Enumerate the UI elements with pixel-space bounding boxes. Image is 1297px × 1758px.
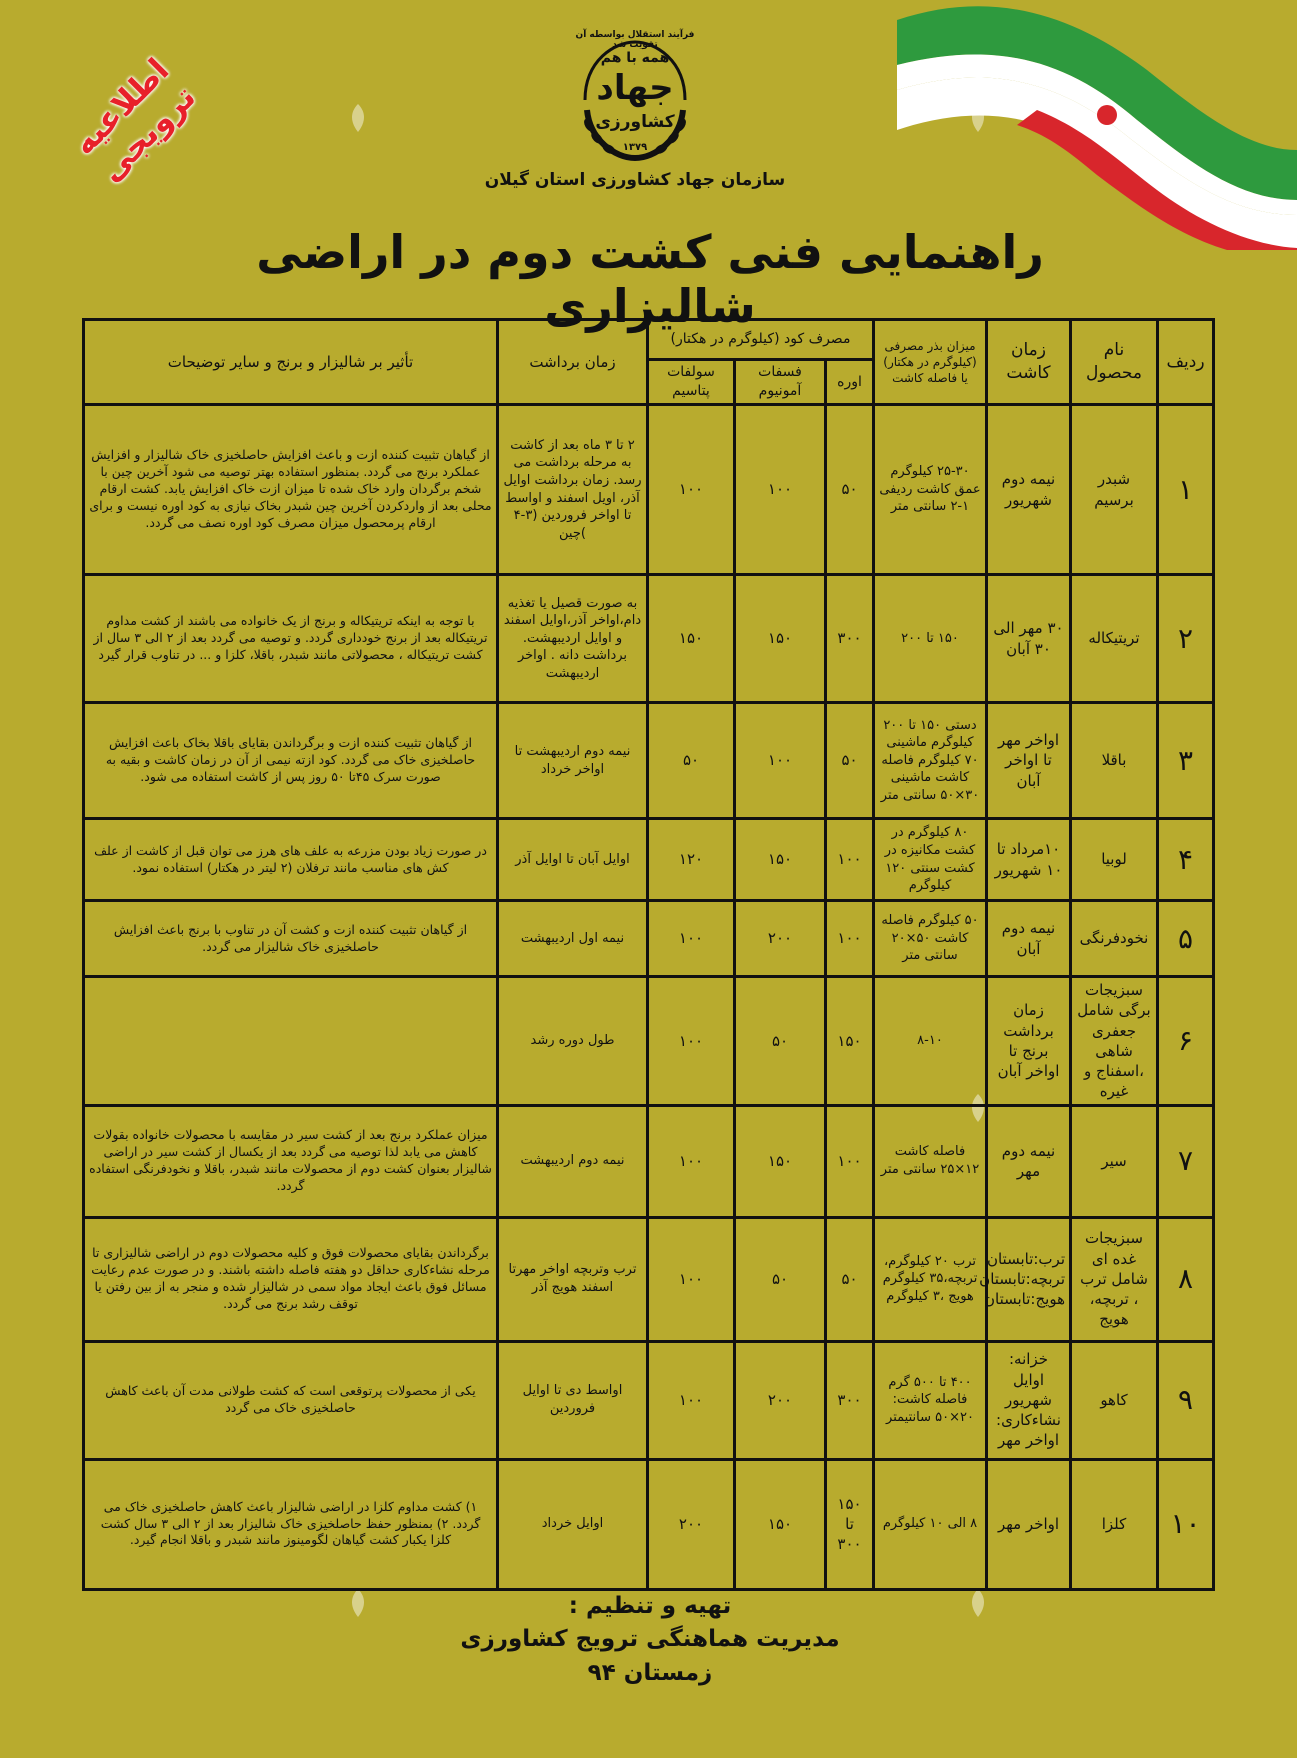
page-title: راهنمایی فنی کشت دوم در اراضی شالیزاری <box>256 225 1044 333</box>
header-crop: نام محصول <box>1071 320 1158 405</box>
effect-description: با توجه به اینکه تریتیکاله و برنج از یک خانواده می باشند از کشت مداوم تریتیکاله بعد از برنج خودداری گردد. و توصیه می گردد بعد از ۲ الی ۳ سال از کشت تریتیکاله ، محصولاتی مانند شبدر، باقلا، کلزا و ... در تناوب قرار گیرد <box>84 575 498 703</box>
row-number: ۱ <box>1158 405 1214 575</box>
table-row <box>84 819 1214 901</box>
crop-name: نخودفرنگی <box>1071 901 1158 977</box>
table-row <box>84 977 1214 1106</box>
plant-time: اواخر مهر تا اواخر آبان <box>987 703 1071 819</box>
seed-amount: ۸-۱۰ <box>874 977 987 1106</box>
header-fertilizer: مصرف کود (کیلوگرم در هکتار) <box>648 320 874 360</box>
potassium-amount: ۱۰۰ <box>648 1341 735 1459</box>
urea-amount: ۱۵۰ تا ۳۰۰ <box>826 1459 874 1589</box>
phosphate-amount: ۵۰ <box>735 977 826 1106</box>
promo-badge <box>10 0 240 240</box>
seed-amount: دستی ۱۵۰ تا ۲۰۰ کیلوگرم ماشینی ۷۰ کیلوگرم فاصله کاشت ماشینی ۳۰×۵۰ سانتی متر <box>874 703 987 819</box>
urea-amount: ۵۰ <box>826 1217 874 1341</box>
row-number: ۱۰ <box>1158 1459 1214 1589</box>
table-row <box>84 1341 1214 1459</box>
seed-amount: ۲۵-۳۰ کیلوگرم عمق کاشت ردیفی ۱-۲ سانتی متر <box>874 405 987 575</box>
footer <box>380 1590 920 1690</box>
guide-table <box>82 318 1215 1591</box>
row-number: ۲ <box>1158 575 1214 703</box>
urea-amount: ۳۰۰ <box>826 1341 874 1459</box>
header-phosphate: فسفات آمونیوم <box>735 360 826 405</box>
harvest-time: طول دوره رشد <box>498 977 648 1106</box>
row-number: ۴ <box>1158 819 1214 901</box>
plant-time: نیمه دوم مهر <box>987 1105 1071 1217</box>
crop-name: لوبیا <box>1071 819 1158 901</box>
effect-description: از گیاهان تثبیت کننده ازت و باعث افزایش حاصلخیزی خاک شالیزار و افزایش عملکرد برنج می گردد. بمنظور استفاده بهتر توصیه می شود آخرین چین با شخم برگردان وارد خاک شده تا میزان ازت خاک افزایش یابد. کشت ارقام محلی بعد از واردکردن آخرین چین شبدر بخاک نیازی به کود اوره نیست و برای ارقام پرمحصول میزان مصرف کود اوره نصف می گردد. <box>84 405 498 575</box>
effect-description <box>84 977 498 1106</box>
crop-name: باقلا <box>1071 703 1158 819</box>
potassium-amount: ۱۰۰ <box>648 977 735 1106</box>
header-plant-time: زمان کاشت <box>987 320 1071 405</box>
footer-department: مدیریت هماهنگی ترویج کشاورزی <box>460 1626 840 1653</box>
seed-amount: فاصله کاشت ۱۲×۲۵ سانتی متر <box>874 1105 987 1217</box>
harvest-time: نیمه دوم اردیبهشت <box>498 1105 648 1217</box>
effect-description: یکی از محصولات پرتوقعی است که کشت طولانی مدت آن باعث کاهش حاصلخیزی خاک می گردد <box>84 1341 498 1459</box>
harvest-time: ۲ تا ۳ ماه بعد از کاشت به مرحله برداشت می رسد. زمان برداشت اوایل آذر، اویل اسفند و اواسط تا اواخر فروردین (۳-۴ )چین <box>498 405 648 575</box>
effect-description: از گیاهان تثبیت کننده ازت و برگرداندن بقایای باقلا بخاک باعث افزایش حاصلخیزی خاک می گردد. کود ازته نیمی از آن در زمان کاشت و بقیه به صورت سرک ۴۵تا ۵۰ روز پس از کاشت استفاده می شود. <box>84 703 498 819</box>
urea-amount: ۵۰ <box>826 703 874 819</box>
plant-time: نیمه دوم شهریور <box>987 405 1071 575</box>
plant-time: خزانه: اوایل شهریور نشاءکاری: اواخر مهر <box>987 1341 1071 1459</box>
crop-name: سبزیجات غده ای شامل ترب ، تربچه، هویج <box>1071 1217 1158 1341</box>
table-row <box>84 1459 1214 1589</box>
header-potassium: سولفات پتاسیم <box>648 360 735 405</box>
plant-time: نیمه دوم آبان <box>987 901 1071 977</box>
effect-description: میزان عملکرد برنج بعد از کشت سیر در مقایسه با محصولات خانواده بقولات کاهش می یابد لذا توصیه می گردد بعد از یکسال از کشت سیر در اراضی شالیزار بعنوان کشت دوم از محصولات مانند شبدر، باقلا و نخودفرنگی استفاده گردد. <box>84 1105 498 1217</box>
table-row <box>84 575 1214 703</box>
footer-date: زمستان ۹۴ <box>587 1659 713 1686</box>
harvest-time: نیمه اول اردیبهشت <box>498 901 648 977</box>
row-number: ۳ <box>1158 703 1214 819</box>
urea-amount: ۱۰۰ <box>826 1105 874 1217</box>
row-number: ۵ <box>1158 901 1214 977</box>
urea-amount: ۱۰۰ <box>826 901 874 977</box>
phosphate-amount: ۱۵۰ <box>735 1459 826 1589</box>
table-row <box>84 1217 1214 1341</box>
effect-description: ۱) کشت مداوم کلزا در اراضی شالیزار باعث کاهش حاصلخیزی خاک می گردد. ۲) بمنظور حفظ حاصلخیزی خاک شالیزار بعد از ۲ الی ۳ سال کشت کلزا یکبار کشت گیاهان لگومینوز مانند شبدر و باقلا انجام گیرد. <box>84 1459 498 1589</box>
crop-name: سیر <box>1071 1105 1158 1217</box>
iran-flag-icon <box>897 0 1297 250</box>
seed-amount: ۵۰ کیلوگرم فاصله کاشت ۵۰×۲۰ سانتی متر <box>874 901 987 977</box>
row-number: ۸ <box>1158 1217 1214 1341</box>
header-harvest: زمان برداشت <box>498 320 648 405</box>
potassium-amount: ۱۰۰ <box>648 405 735 575</box>
plant-time: زمان برداشت برنج تا اواخر آبان <box>987 977 1071 1106</box>
phosphate-amount: ۲۰۰ <box>735 901 826 977</box>
phosphate-amount: ۱۵۰ <box>735 1105 826 1217</box>
crop-name: کلزا <box>1071 1459 1158 1589</box>
urea-amount: ۳۰۰ <box>826 575 874 703</box>
phosphate-amount: ۱۰۰ <box>735 405 826 575</box>
logo-arc-text: فرآیند استقلال بواسطه آن تقویت شد <box>575 30 695 50</box>
seed-amount: ترب ۲۰ کیلوگرم، تربچه،۳۵ کیلوگرم هویج ،۳ کیلوگرم <box>874 1217 987 1341</box>
plant-time: ترب:تابستان تربچه:تابستان هویج:تابستان <box>987 1217 1071 1341</box>
effect-description: در صورت زیاد بودن مزرعه به علف های هرز می توان قبل از کاشت از علف کش های مناسب مانند ترفلان (۲ لیتر در هکتار) استفاده نمود. <box>84 819 498 901</box>
harvest-time: اوایل خرداد <box>498 1459 648 1589</box>
watermark-icon <box>340 100 376 136</box>
row-number: ۹ <box>1158 1341 1214 1459</box>
footer-prepared-by: تهیه و تنظیم : <box>568 1593 732 1619</box>
seed-amount: ۸۰ کیلوگرم در کشت مکانیزه در کشت سنتی ۱۲۰ کیلوگرم <box>874 819 987 901</box>
jihad-agriculture-logo <box>565 30 705 170</box>
seed-amount: ۸ الی ۱۰ کیلوگرم <box>874 1459 987 1589</box>
effect-description: از گیاهان تثبیت کننده ازت و کشت آن در تناوب با برنج باعث افزایش حاصلخیزی خاک شالیزار می گردد. <box>84 901 498 977</box>
effect-description: برگرداندن بقایای محصولات فوق و کلیه محصولات دوم در اراضی شالیزاری تا مرحله نشاءکاری حداقل دو هفته فاصله داشته باشند. و در صورت عدم رعایت مسائل فوق باعث ایجاد مواد سمی در شالیزار شده و منجر به از بین رفتن یا توقف رشد برنج می گردد. <box>84 1217 498 1341</box>
crop-name: سبزیجات برگی شامل جعفری شاهی ،اسفناج و غیره <box>1071 977 1158 1106</box>
harvest-time: اواسط دی تا اوایل فروردین <box>498 1341 648 1459</box>
urea-amount: ۱۵۰ <box>826 977 874 1106</box>
table-row <box>84 1105 1214 1217</box>
phosphate-amount: ۱۰۰ <box>735 703 826 819</box>
row-number: ۶ <box>1158 977 1214 1106</box>
badge-text: اطلاعیه ترویجی <box>64 50 204 190</box>
row-number: ۷ <box>1158 1105 1214 1217</box>
harvest-time: به صورت قصیل یا تغذیه دام،اواخر آذر،اوایل اسفند و اوایل اردیبهشت. برداشت دانه . اواخر اردیبهشت <box>498 575 648 703</box>
crop-name: کاهو <box>1071 1341 1158 1459</box>
logo-top-text: همه با هم <box>600 50 670 66</box>
header-row-no: ردیف <box>1158 320 1214 405</box>
header-effect: تأثیر بر شالیزار و برنج و سایر توضیحات <box>84 320 498 405</box>
header-urea: اوره <box>826 360 874 405</box>
table-row <box>84 901 1214 977</box>
plant-time: ۳۰ مهر الی ۳۰ آبان <box>987 575 1071 703</box>
harvest-time: ترب وتربچه اواخر مهرتا اسفند هویج آذر <box>498 1217 648 1341</box>
potassium-amount: ۱۰۰ <box>648 1105 735 1217</box>
potassium-amount: ۱۰۰ <box>648 901 735 977</box>
potassium-amount: ۲۰۰ <box>648 1459 735 1589</box>
harvest-time: نیمه دوم اردیبهشت تا اواخر خرداد <box>498 703 648 819</box>
phosphate-amount: ۱۵۰ <box>735 575 826 703</box>
logo-year: ۱۳۷۹ <box>622 142 648 153</box>
header-seed: میزان بذر مصرفی (کیلوگرم در هکتار) یا فاصله کاشت <box>874 320 987 405</box>
crop-name: تریتیکاله <box>1071 575 1158 703</box>
phosphate-amount: ۲۰۰ <box>735 1341 826 1459</box>
crop-name: شبدر برسیم <box>1071 405 1158 575</box>
logo-main-text: جهاد <box>596 68 674 108</box>
table-row <box>84 703 1214 819</box>
harvest-time: اوایل آبان تا اوایل آذر <box>498 819 648 901</box>
potassium-amount: ۱۰۰ <box>648 1217 735 1341</box>
logo-sub-text: کشاورزی <box>595 112 675 132</box>
table-body <box>84 405 1214 1590</box>
seed-amount: ۴۰۰ تا ۵۰۰ گرم فاصله کاشت: ۲۰×۵۰ سانتیمتر <box>874 1341 987 1459</box>
phosphate-amount: ۵۰ <box>735 1217 826 1341</box>
plant-time: ۱۰مرداد تا ۱۰ شهریور <box>987 819 1071 901</box>
phosphate-amount: ۱۵۰ <box>735 819 826 901</box>
urea-amount: ۱۰۰ <box>826 819 874 901</box>
seed-amount: ۱۵۰ تا ۲۰۰ <box>874 575 987 703</box>
organization-name: سازمان جهاد کشاورزی استان گیلان <box>484 170 786 190</box>
potassium-amount: ۱۲۰ <box>648 819 735 901</box>
potassium-amount: ۵۰ <box>648 703 735 819</box>
potassium-amount: ۱۵۰ <box>648 575 735 703</box>
plant-time: اواخر مهر <box>987 1459 1071 1589</box>
table-row <box>84 405 1214 575</box>
urea-amount: ۵۰ <box>826 405 874 575</box>
